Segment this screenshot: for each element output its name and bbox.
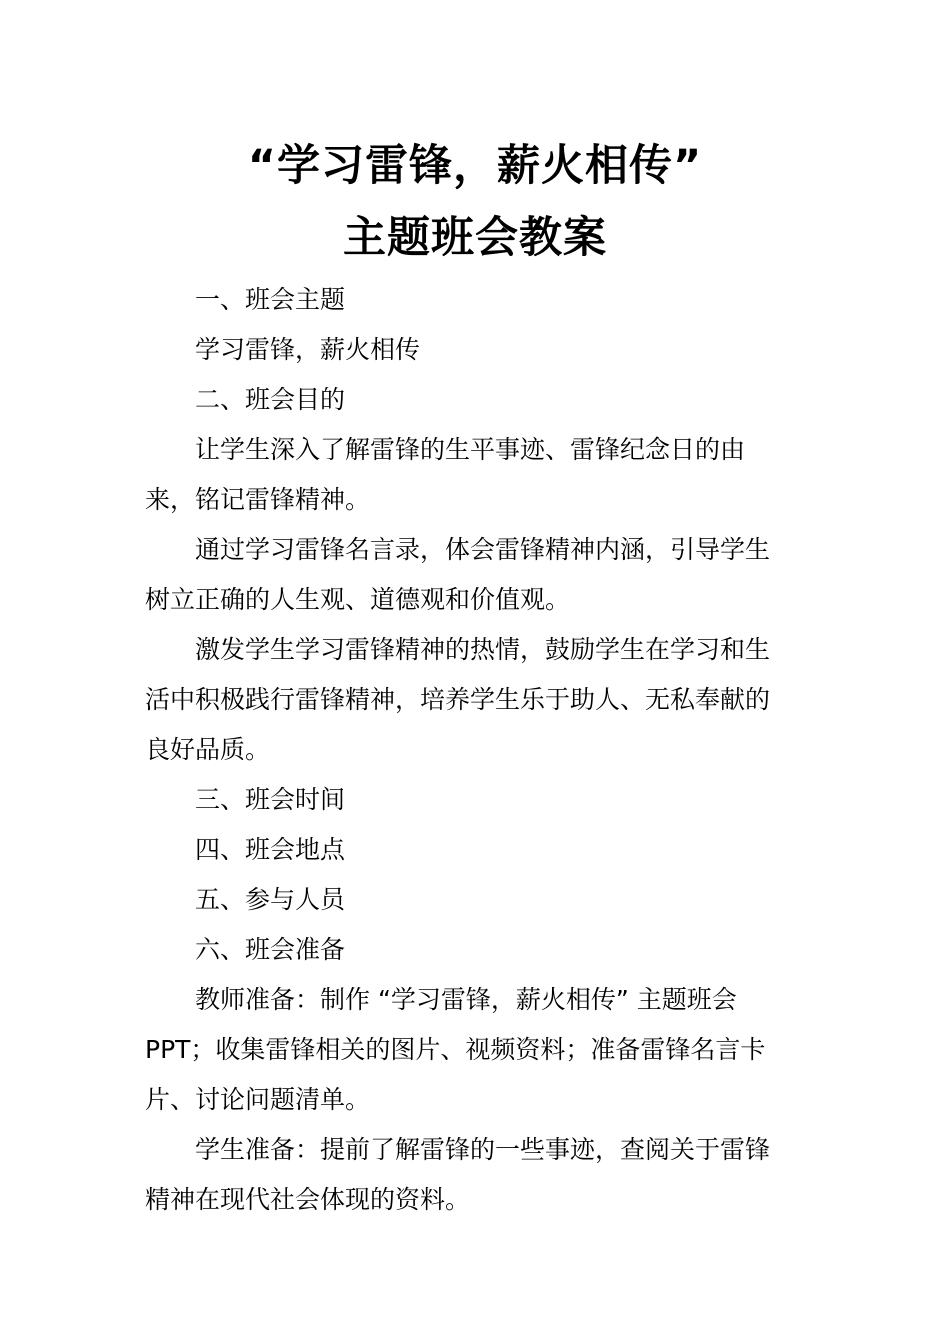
section-heading-location: 四、班会地点 xyxy=(195,835,346,864)
section-heading-preparation: 六、班会准备 xyxy=(195,935,346,964)
document-title-line1: “学习雷锋，薪火相传” xyxy=(247,141,703,191)
document-title-line2: 主题班会教案 xyxy=(343,213,607,263)
purpose-paragraph-2: 通过学习雷锋名言录，体会雷锋精神内涵，引导学生 树立正确的人生观、道德观和价值观。 xyxy=(145,535,771,614)
preparation-teacher-paragraph: 教师准备：制作 “学习雷锋，薪火相传” 主题班会 PPT；收集雷锋相关的图片、视频资料；准备雷锋名言卡 片、讨论问题清单。 xyxy=(145,985,766,1114)
section-heading-theme: 一、班会主题 xyxy=(195,285,346,314)
section-text-theme: 学习雷锋，薪火相传 xyxy=(195,335,421,364)
purpose-paragraph-3: 激发学生学习雷锋精神的热情，鼓励学生在学习和生 活中积极践行雷锋精神，培养学生乐于助人、无私奉献的 良好品质。 xyxy=(145,635,771,764)
section-heading-participants: 五、参与人员 xyxy=(195,885,346,914)
section-heading-time: 三、班会时间 xyxy=(195,785,346,814)
purpose-paragraph-1: 让学生深入了解雷锋的生平事迹、雷锋纪念日的由 来，铭记雷锋精神。 xyxy=(145,435,746,514)
preparation-student-paragraph: 学生准备：提前了解雷锋的一些事迹，查阅关于雷锋 精神在现代社会体现的资料。 xyxy=(145,1135,771,1214)
section-heading-purpose: 二、班会目的 xyxy=(195,385,346,414)
document-body xyxy=(145,275,810,1225)
